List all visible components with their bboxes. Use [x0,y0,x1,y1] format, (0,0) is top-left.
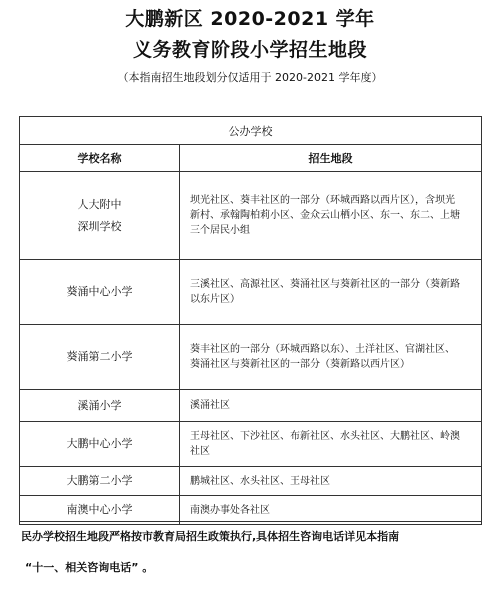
page-title-line1: 大鹏新区 2020-2021 学年 [125,8,375,30]
enrollment-area-line: 王母社区、下沙社区、布新社区、水头社区、大鹏社区、岭澳 [190,431,460,442]
enrollment-area-line: 葵丰社区的一部分（环城西路以东）、土洋社区、官湖社区、 [190,344,455,355]
school-name-cell [20,467,180,496]
enrollment-area-line: 坝光社区、葵丰社区的一部分（环城西路以西片区），含坝光 [190,195,455,206]
school-name-cell [20,260,180,325]
school-name: 溪涌小学 [77,398,122,412]
school-name: 南澳中心小学 [66,503,133,516]
school-name: 人大附中 [77,197,122,211]
table-header-row [20,145,482,172]
private-school-note-line1: 民办学校招生地段严格按市教育局招生政策执行,具体招生咨询电话详见本指南 [21,530,400,543]
enrollment-area-line: 溪涌社区 [190,400,230,411]
table-row [20,325,482,390]
page-title-line2: 义务教育阶段小学招生地段 [132,39,367,61]
school-name: 大鹏第二小学 [66,474,133,487]
enrollment-area-line: 南澳办事处各社区 [190,504,270,516]
private-school-note [19,521,481,585]
table-row [20,172,482,260]
enrollment-area-line: 鹏城社区、水头社区、王母社区 [190,475,330,487]
private-school-note-line2: “十一、相关咨询电话” 。 [25,561,154,574]
column-header-school: 学校名称 [20,145,180,172]
enrollment-area-line: 三溪社区、高源社区、葵涌社区与葵新社区的一部分（葵新路 [190,279,460,290]
enrollment-area-cell [180,260,482,325]
enrollment-area-line: 新村、承翰陶柏莉小区、金众云山栖小区、东一、东二、上塘 [190,210,460,221]
enrollment-area-cell [180,467,482,496]
school-name: 葵涌中心小学 [66,285,133,298]
enrollment-area-line: 以东片区） [190,294,240,305]
school-name: 大鹏中心小学 [66,437,133,450]
table-caption: 公办学校 [20,117,482,145]
column-header-area: 招生地段 [180,145,482,172]
table-row [20,260,482,325]
table-row [20,422,482,467]
table-caption-row [20,117,482,145]
enrollment-table [19,116,482,525]
school-name: 葵涌第二小学 [66,350,133,363]
school-name: 深圳学校 [77,219,122,233]
enrollment-area-line: 社区 [190,446,210,457]
school-name-cell [20,172,180,260]
table-row [20,390,482,422]
enrollment-area-cell [180,422,482,467]
enrollment-area-line: 三个居民小组 [190,225,250,236]
school-name-cell [20,325,180,390]
enrollment-area-cell [180,325,482,390]
enrollment-area-line: 葵涌社区与葵新社区的一部分（葵新路以西片区） [190,359,410,370]
school-name-cell [20,422,180,467]
enrollment-area-cell [180,390,482,422]
page-subtitle: （本指南招生地段划分仅适用于 2020-2021 学年度） [117,71,383,84]
table-row [20,467,482,496]
enrollment-area-cell [180,172,482,260]
school-name-cell [20,390,180,422]
